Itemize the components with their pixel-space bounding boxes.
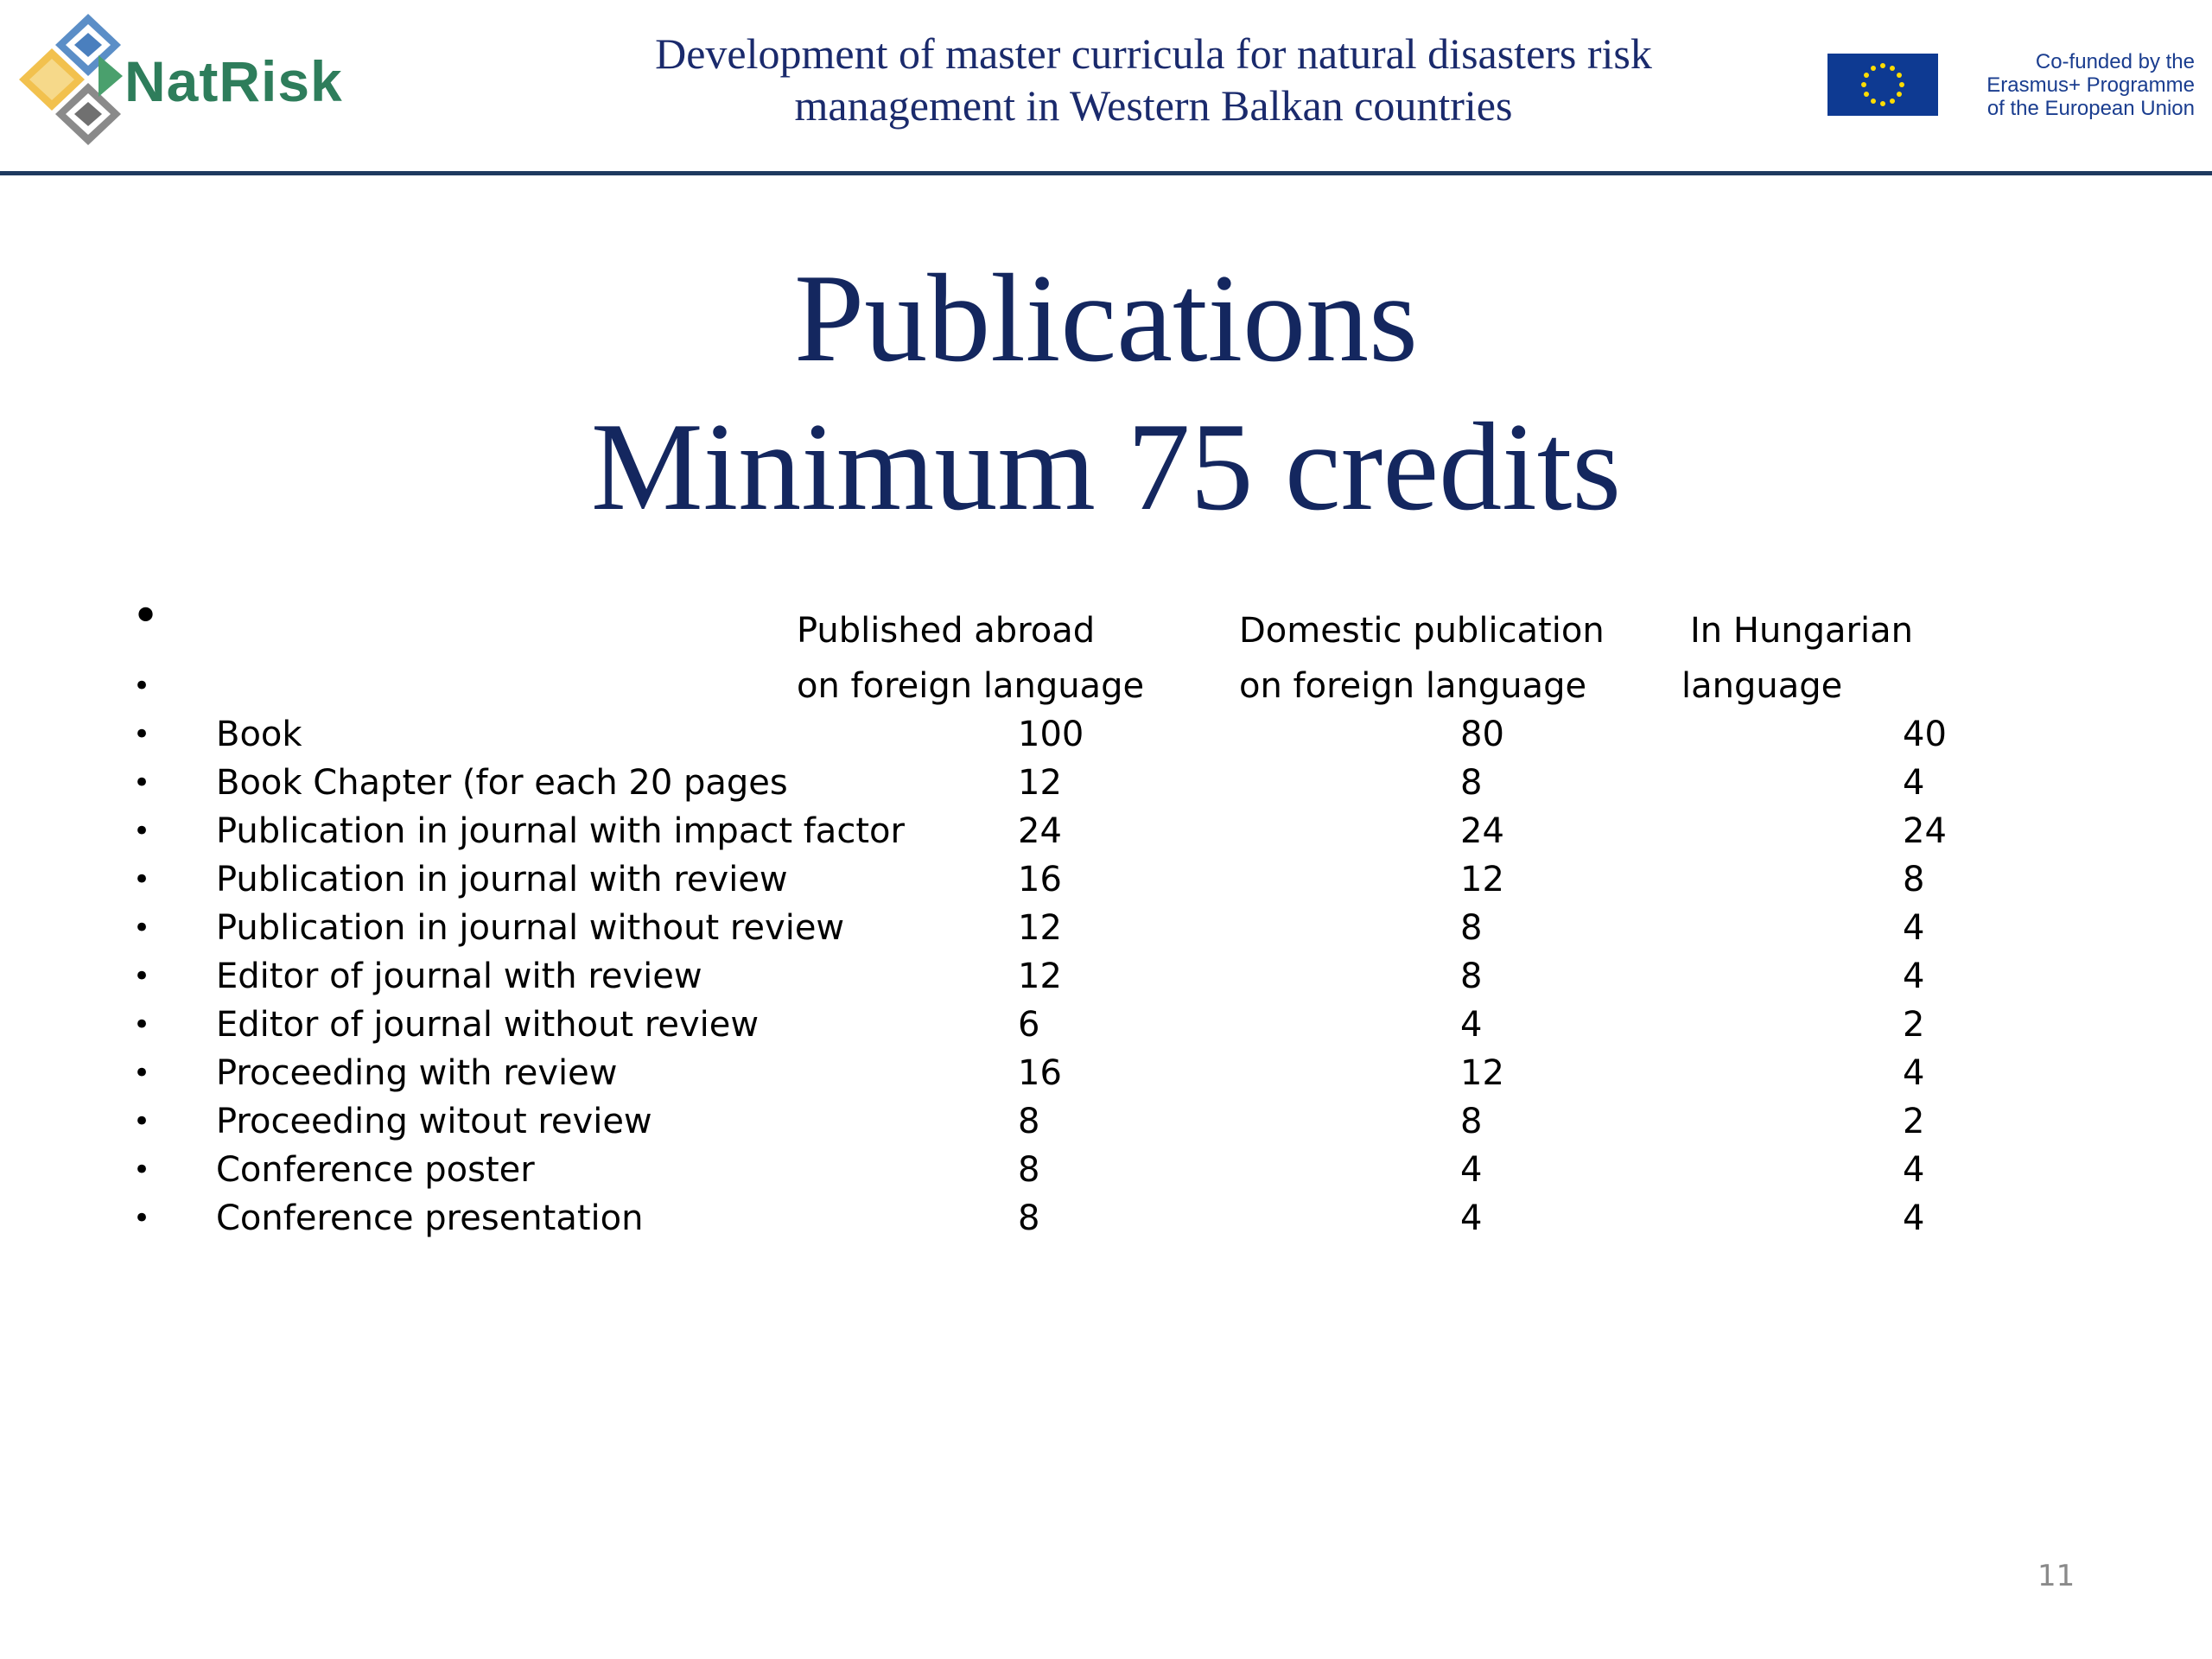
col-header-abroad-line-1: Published abroad [797, 611, 1096, 651]
bullet-marker: • [131, 588, 161, 645]
cell-hungarian: 4 [1903, 908, 1925, 948]
cell-domestic: 8 [1460, 908, 1483, 948]
col-header-hungarian-line-1: In Hungarian [1690, 611, 1913, 651]
cell-abroad: 16 [1018, 1053, 1062, 1093]
table-row [0, 1146, 2212, 1194]
cell-abroad: 12 [1018, 763, 1062, 803]
row-label: Conference presentation [216, 1198, 644, 1238]
cell-abroad: 6 [1018, 1005, 1040, 1045]
project-title-line-1: Development of master curricula for natural disasters risk [655, 29, 1652, 78]
cell-domestic: 8 [1460, 763, 1483, 803]
cell-abroad: 12 [1018, 908, 1062, 948]
row-label: Publication in journal without review [216, 908, 845, 948]
bullet-marker: • [133, 1104, 151, 1139]
col-header-domestic-line-2: on foreign language [1239, 666, 1587, 706]
cell-abroad: 8 [1018, 1102, 1040, 1141]
col-header-hungarian-line-2: language [1681, 666, 1843, 706]
table-row [0, 807, 2212, 855]
cell-domestic: 12 [1460, 860, 1504, 899]
table-header-row-2 [0, 662, 2212, 710]
cell-hungarian: 2 [1903, 1102, 1925, 1141]
col-header-abroad-line-2: on foreign language [797, 666, 1145, 706]
cell-domestic: 4 [1460, 1198, 1483, 1238]
row-label: Conference poster [216, 1150, 535, 1190]
row-label: Publication in journal with impact factor [216, 811, 905, 851]
row-label: Editor of journal without review [216, 1005, 760, 1045]
cell-hungarian: 4 [1903, 763, 1925, 803]
bullet-marker: • [133, 766, 151, 800]
eu-text-line-2: Erasmus+ Programme [1986, 73, 2195, 97]
row-label: Proceeding witout review [216, 1102, 652, 1141]
eu-text-line-3: of the European Union [1986, 97, 2195, 120]
cell-hungarian: 8 [1903, 860, 1925, 899]
cell-abroad: 12 [1018, 957, 1062, 996]
slide-title-line-1: Publications [794, 248, 1418, 388]
bullet-marker: • [133, 1056, 151, 1090]
table-row [0, 759, 2212, 807]
bullet-marker: • [133, 959, 151, 994]
table-row [0, 1001, 2212, 1049]
bullet-marker: • [133, 717, 151, 752]
cell-abroad: 100 [1018, 715, 1084, 754]
logo-wordmark: NatRisk [124, 49, 343, 113]
cell-abroad: 8 [1018, 1150, 1040, 1190]
bullet-marker: • [133, 1201, 151, 1236]
bullet-marker: • [133, 862, 151, 897]
row-label: Book Chapter (for each 20 pages [216, 763, 788, 803]
cell-abroad: 8 [1018, 1198, 1040, 1238]
table-row [0, 855, 2212, 904]
cell-abroad: 24 [1018, 811, 1062, 851]
table-header-row-1 [0, 607, 2212, 655]
table-row [0, 904, 2212, 952]
cell-hungarian: 4 [1903, 957, 1925, 996]
cell-domestic: 4 [1460, 1005, 1483, 1045]
bullet-marker: • [133, 814, 151, 849]
row-label: Editor of journal with review [216, 957, 702, 996]
row-label: Book [216, 715, 302, 754]
page-number: 11 [2037, 1559, 2075, 1593]
table-row [0, 1194, 2212, 1243]
cell-hungarian: 4 [1903, 1150, 1925, 1190]
table-row [0, 710, 2212, 759]
cell-domestic: 4 [1460, 1150, 1483, 1190]
project-title-line-2: management in Western Balkan countries [794, 81, 1513, 130]
cell-hungarian: 4 [1903, 1053, 1925, 1093]
bullet-marker: • [133, 911, 151, 945]
cell-abroad: 16 [1018, 860, 1062, 899]
col-header-domestic-line-1: Domestic publication [1239, 611, 1605, 651]
cell-domestic: 8 [1460, 957, 1483, 996]
row-label: Publication in journal with review [216, 860, 788, 899]
table-row [0, 1097, 2212, 1146]
cell-domestic: 24 [1460, 811, 1504, 851]
bullet-marker: • [133, 1007, 151, 1042]
cell-hungarian: 40 [1903, 715, 1947, 754]
table-row [0, 952, 2212, 1001]
cell-domestic: 80 [1460, 715, 1504, 754]
slide-title-line-2: Minimum 75 credits [590, 397, 1622, 537]
row-label: Proceeding with review [216, 1053, 618, 1093]
cell-domestic: 12 [1460, 1053, 1504, 1093]
table-row [0, 1049, 2212, 1097]
eu-text-line-1: Co-funded by the [2035, 50, 2195, 73]
bullet-marker: • [133, 669, 151, 703]
cell-domestic: 8 [1460, 1102, 1483, 1141]
cell-hungarian: 4 [1903, 1198, 1925, 1238]
cell-hungarian: 24 [1903, 811, 1947, 851]
cell-hungarian: 2 [1903, 1005, 1925, 1045]
bullet-marker: • [133, 1153, 151, 1187]
